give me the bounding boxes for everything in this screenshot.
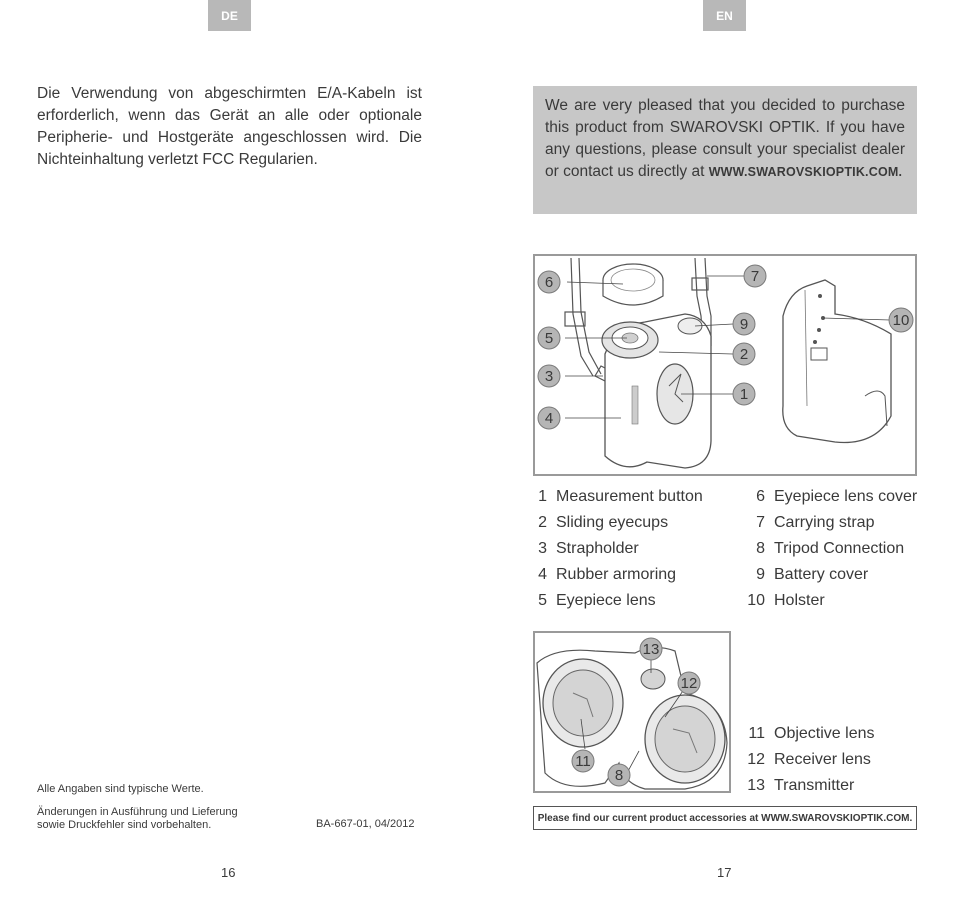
legend-bottom — [735, 721, 875, 799]
legend-item: 7 Carrying strap — [756, 514, 875, 531]
svg-text:12: 12 — [680, 675, 698, 692]
page-number-right: 17 — [717, 865, 732, 880]
legend-item: 8 Tripod Connection — [756, 540, 905, 557]
transmitter-lens — [641, 669, 665, 689]
svg-text:8: 8 — [614, 767, 624, 784]
holster-shape — [783, 280, 891, 442]
footnote-changes — [37, 806, 238, 832]
callout-4 — [538, 407, 560, 429]
callout-6 — [538, 271, 560, 293]
language-tab-de: DE — [208, 0, 251, 31]
legend-left — [525, 484, 703, 614]
product-illustration-bottom — [533, 631, 731, 793]
callout-10 — [889, 308, 913, 332]
callout-12 — [678, 672, 700, 694]
callout-11 — [572, 750, 594, 772]
binocular-front-drawing — [535, 633, 729, 791]
legend-item: 4 Rubber armoring — [538, 566, 677, 583]
page-number-left: 16 — [221, 865, 236, 880]
legend-item: 12 Receiver lens — [747, 751, 871, 768]
legend-item: 5 Eyepiece lens — [538, 592, 656, 609]
svg-text:6: 6 — [544, 274, 554, 291]
strap-left-inner — [579, 258, 601, 374]
legend-item: 3 Strapholder — [538, 540, 639, 557]
legend-item: 13 Transmitter — [747, 777, 855, 794]
accessories-note: Please find our current product accessories at WWW.SWAROVSKIOPTIK.COM. — [533, 806, 917, 830]
intro-text: We are very pleased that you decided to purchase this product from SWAROVSKI OPTIK. If you have any questions, please consult your specialist dealer or contact us directly at — [545, 97, 905, 180]
svg-text:5: 5 — [544, 330, 554, 347]
legend-item: 2 Sliding eyecups — [538, 514, 669, 531]
receiver-lens — [655, 706, 715, 772]
legend-right — [735, 484, 917, 614]
binocular-holster-drawing — [535, 256, 915, 474]
legend-item: 10 Holster — [747, 592, 825, 609]
footnote-changes-line2: sowie Druckfehler sind vorbehalten. — [37, 819, 212, 831]
svg-text:2: 2 — [739, 346, 749, 363]
product-illustration-top — [533, 254, 917, 476]
footnote-changes-line1: Änderungen in Ausführung und Lieferung — [37, 806, 238, 818]
callout-9 — [733, 313, 755, 335]
svg-text:4: 4 — [544, 410, 554, 427]
callout-5 — [538, 327, 560, 349]
language-tab-en: EN — [703, 0, 746, 31]
callout-13 — [640, 638, 662, 660]
svg-text:3: 3 — [544, 368, 554, 385]
intro-box — [533, 86, 917, 214]
objective-lens-left — [553, 670, 613, 736]
legend-item: 11 Objective lens — [748, 725, 875, 742]
svg-text:11: 11 — [575, 753, 591, 770]
fcc-notice-text: Die Verwendung von abgeschirmten E/A-Kabeln ist erforderlich, wenn das Gerät an alle oder optionale Peripherie- und Hostgeräte angeschlossen wird. Die Nichteinhaltung verletzt FCC Regularien. — [37, 85, 422, 168]
callout-7 — [744, 265, 766, 287]
callout-2 — [733, 343, 755, 365]
callout-8 — [608, 764, 630, 786]
svg-text:13: 13 — [642, 641, 660, 658]
intro-url: WWW.SWAROVSKIOPTIK.COM. — [708, 165, 903, 179]
svg-text:1: 1 — [739, 386, 749, 403]
svg-text:9: 9 — [739, 316, 749, 333]
footnote-typical-values: Alle Angaben sind typische Werte. — [37, 783, 204, 795]
legend-item: 6 Eyepiece lens cover — [756, 488, 918, 505]
callout-1 — [733, 383, 755, 405]
legend-item: 1 Measurement button — [538, 488, 703, 505]
svg-text:10: 10 — [892, 312, 910, 329]
svg-text:7: 7 — [750, 268, 760, 285]
document-code: BA-667-01, 04/2012 — [316, 818, 415, 830]
legend-item: 9 Battery cover — [756, 566, 869, 583]
callout-3 — [538, 365, 560, 387]
